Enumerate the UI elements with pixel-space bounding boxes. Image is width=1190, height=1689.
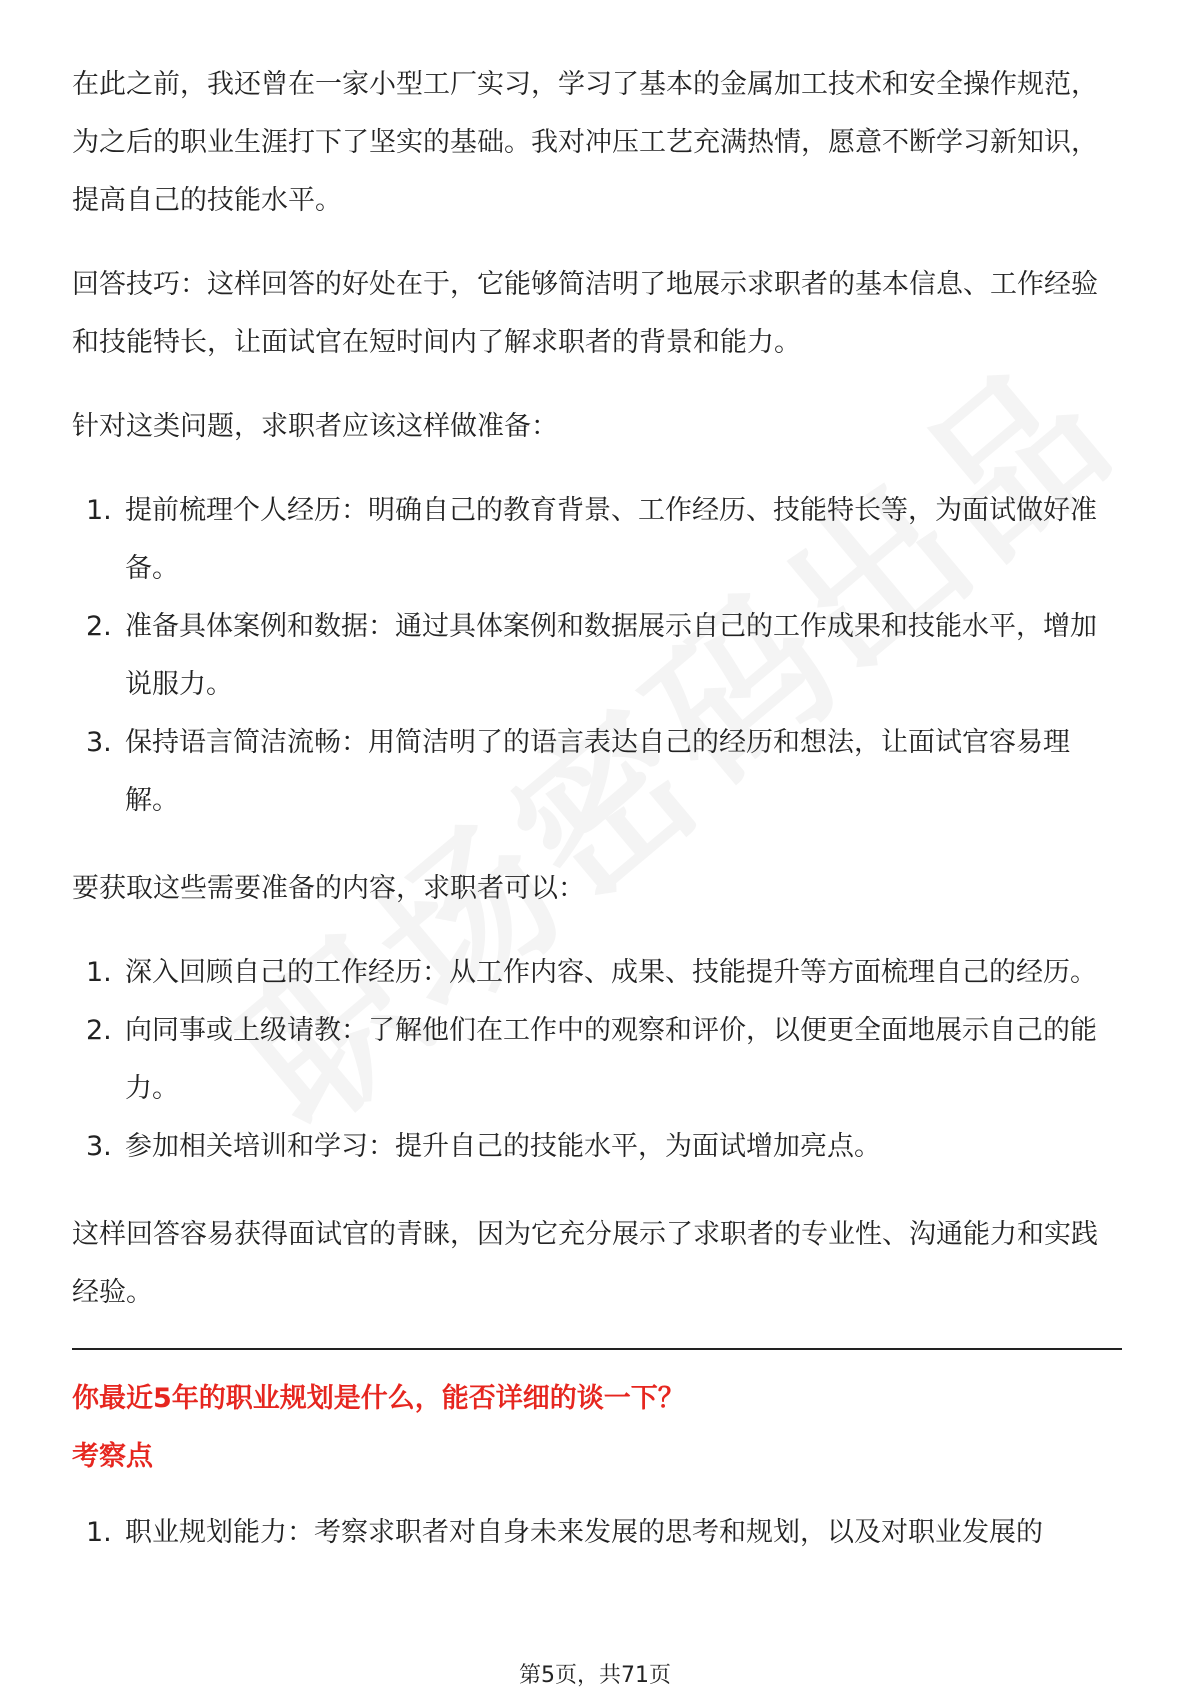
list-number: 1. xyxy=(86,957,112,988)
obtain-list xyxy=(72,944,1122,1176)
paragraph-intro: 在此之前，我还曾在一家小型工厂实习，学习了基本的金属加工技术和安全操作规范，为之后的职业生涯打下了坚实的基础。我对冲压工艺充满热情，愿意不断学习新知识，提高自己的技能水平。 xyxy=(72,69,1098,216)
list-item xyxy=(72,482,1122,598)
list-number: 2. xyxy=(86,1015,112,1046)
paragraph-obtain-intro: 要获取这些需要准备的内容，求职者可以： xyxy=(72,873,585,904)
list-item-text: 职业规划能力：考察求职者对自身未来发展的思考和规划，以及对职业发展的 xyxy=(125,1517,1043,1548)
list-item-text: 准备具体案例和数据：通过具体案例和数据展示自己的工作成果和技能水平，增加说服力。 xyxy=(125,611,1097,700)
page-footer: 第5页，共71页 xyxy=(519,1663,671,1688)
list-item xyxy=(72,1504,1122,1562)
subheading-assessment-points: 考察点 xyxy=(72,1441,153,1472)
list-item-text: 参加相关培训和学习：提升自己的技能水平，为面试增加亮点。 xyxy=(125,1131,881,1162)
list-item xyxy=(72,598,1122,714)
list-item-text: 向同事或上级请教：了解他们在工作中的观察和评价，以便更全面地展示自己的能力。 xyxy=(125,1015,1097,1104)
list-item-text: 提前梳理个人经历：明确自己的教育背景、工作经历、技能特长等，为面试做好准备。 xyxy=(125,495,1097,584)
list-number: 3. xyxy=(86,1131,112,1162)
list-number: 2. xyxy=(86,611,112,642)
assessment-list xyxy=(72,1504,1122,1562)
list-item xyxy=(72,1118,1122,1176)
question-heading: 你最近5年的职业规划是什么，能否详细的谈一下？ xyxy=(72,1383,685,1414)
paragraph-prep-intro: 针对这类问题，求职者应该这样做准备： xyxy=(72,411,558,442)
paragraph-conclusion: 这样回答容易获得面试官的青睐，因为它充分展示了求职者的专业性、沟通能力和实践经验。 xyxy=(72,1219,1098,1308)
section-divider xyxy=(72,1348,1122,1350)
list-item xyxy=(72,944,1122,1002)
list-item xyxy=(72,714,1122,830)
list-number: 3. xyxy=(86,727,112,758)
list-number: 1. xyxy=(86,1517,112,1548)
prep-list xyxy=(72,482,1122,830)
list-number: 1. xyxy=(86,495,112,526)
paragraph-answer-tip: 回答技巧：这样回答的好处在于，它能够简洁明了地展示求职者的基本信息、工作经验和技能特长，让面试官在短时间内了解求职者的背景和能力。 xyxy=(72,269,1098,358)
page-content xyxy=(72,56,1122,1592)
list-item xyxy=(72,1002,1122,1118)
list-item-text: 深入回顾自己的工作经历：从工作内容、成果、技能提升等方面梳理自己的经历。 xyxy=(125,957,1097,988)
list-item-text: 保持语言简洁流畅：用简洁明了的语言表达自己的经历和想法，让面试官容易理解。 xyxy=(125,727,1070,816)
